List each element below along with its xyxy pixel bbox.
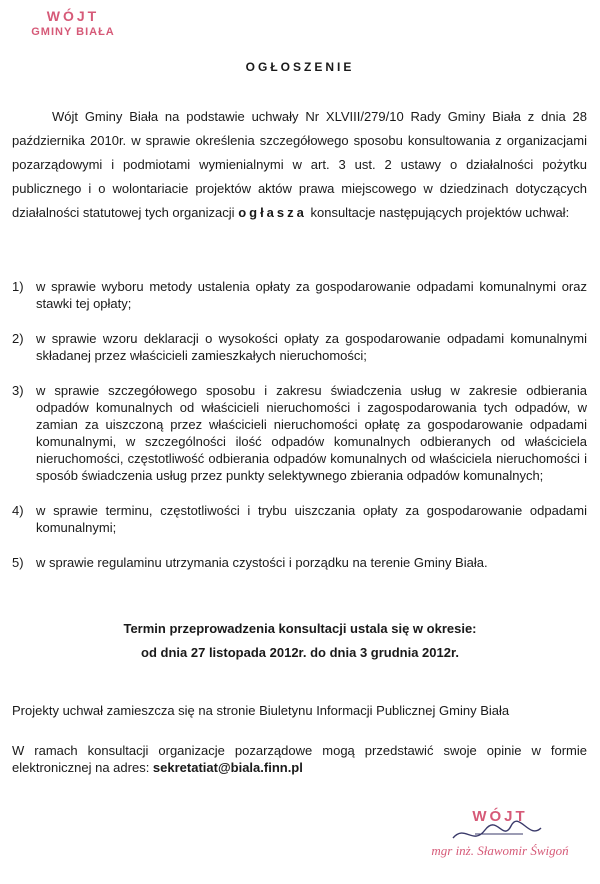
signature-block — [405, 808, 595, 859]
list-item-number: 5) — [12, 555, 24, 570]
list-item — [12, 278, 587, 312]
intro-paragraph — [12, 105, 587, 225]
list-item-number: 4) — [12, 503, 24, 518]
consultation-period-heading: Termin przeprowadzenia konsultacji ustala się w okresie: — [123, 621, 477, 636]
intro-keyword: ogłasza — [238, 205, 307, 220]
contact-email: sekretatiat@biala.finn.pl — [152, 760, 303, 775]
stamp-subtitle: GMINY BIAŁA — [31, 26, 115, 38]
handwritten-signature — [445, 816, 555, 850]
publication-note: Projekty uchwał zamieszcza się na stronie Biuletynu Informacji Publicznej Gminy Biała — [12, 703, 510, 718]
list-item — [12, 502, 587, 536]
list-item — [12, 330, 587, 364]
list-item-number: 2) — [12, 331, 24, 346]
signature-title: WÓJT — [472, 808, 528, 825]
consultation-period-dates: od dnia 27 listopada 2012r. do dnia 3 grudnia 2012r. — [141, 645, 459, 660]
stamp-title: WÓJT — [46, 8, 100, 24]
resolutions-list — [12, 278, 587, 571]
list-item-text: w sprawie wyboru metody ustalenia opłaty za gospodarowanie odpadami komunalnymi oraz stawki tej opłaty; — [36, 279, 587, 311]
intro-text: Wójt Gminy Biała na podstawie uchwały Nr XLVIII/279/10 Rady Gminy Biała z dnia 28 października 2010r. w sprawie określenia szczegółowego sposobu konsultowania z organizacjami pozarządowymi i podmiotami wymienialnymi w art. 3 ust. 2 ustawy o działalności pożytku publicznego i o wolontariacie projektów aktów prawa miejscowego w dziedzinach dotyczących działalności statutowej tych organizacji — [12, 109, 587, 220]
consultation-period — [0, 617, 600, 665]
document-title: OGŁOSZENIE — [245, 60, 355, 74]
signatory-name: mgr inż. Sławomir Świgoń — [431, 843, 569, 858]
submission-text: W ramach konsultacji organizacje pozarządowe mogą przedstawić swoje opinie w formie elektronicznej na adres: — [12, 743, 587, 775]
list-item — [12, 382, 587, 484]
list-item-number: 3) — [12, 383, 24, 398]
list-item-text: w sprawie wzoru deklaracji o wysokości opłaty za gospodarowanie odpadami komunalnymi składanej przez właścicieli zamieszkałych nieruchomości; — [36, 331, 587, 363]
official-stamp — [18, 8, 128, 38]
list-item-text: w sprawie szczegółowego sposobu i zakresu świadczenia usług w zakresie odbierania odpadów komunalnych od właścicieli nieruchomości i zagospodarowania tych odpadów, w zamian za uiszczoną przez właścicieli nieruchomości opłatę za gospodarowanie odpadami komunalnymi, w szczególności ilość odpadów komunalnych odbieranych od właściciela nieruchomości, częstotliwość odbierania odpadów komunalnych od właściciela nieruchomości i sposób świadczenia usług przez punkty selektywnego zbierania odpadów komunalnych; — [36, 383, 587, 483]
intro-tail: konsultacje następujących projektów uchwał: — [306, 205, 570, 220]
list-item — [12, 554, 587, 571]
list-item-text: w sprawie terminu, częstotliwości i trybu uiszczania opłaty za gospodarowanie odpadami komunalnymi; — [36, 503, 587, 535]
list-item-number: 1) — [12, 279, 24, 294]
list-item-text: w sprawie regulaminu utrzymania czystości i porządku na terenie Gminy Biała. — [36, 555, 488, 570]
submission-note — [12, 742, 587, 776]
